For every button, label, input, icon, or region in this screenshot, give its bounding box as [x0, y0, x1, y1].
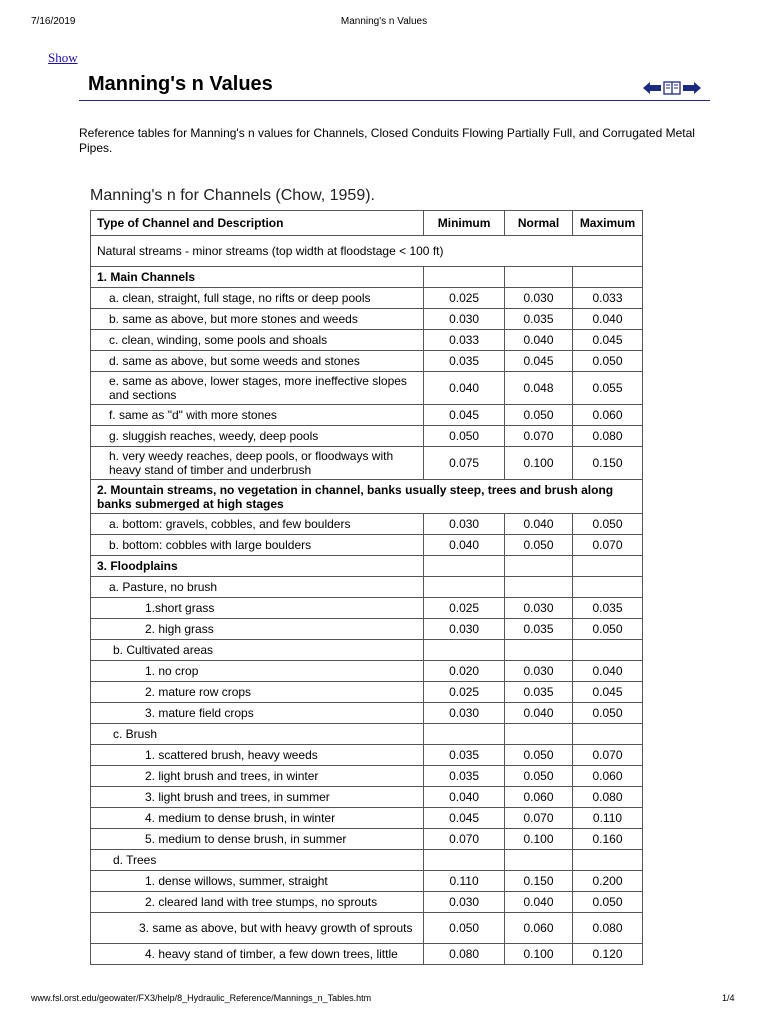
row-minimum: 0.075	[424, 447, 505, 480]
header-minimum: Minimum	[424, 211, 505, 236]
row-maximum	[572, 556, 642, 577]
row-normal: 0.035	[505, 309, 573, 330]
intro-row-text: Natural streams - minor streams (top width at floodstage < 100 ft)	[91, 236, 643, 267]
table-intro-row	[91, 236, 643, 267]
row-maximum: 0.080	[572, 913, 642, 944]
header-normal: Normal	[505, 211, 573, 236]
row-description: 5. medium to dense brush, in summer	[91, 829, 424, 850]
row-normal: 0.040	[505, 892, 573, 913]
row-minimum: 0.035	[424, 351, 505, 372]
row-maximum: 0.045	[572, 682, 642, 703]
header-maximum: Maximum	[572, 211, 642, 236]
table-row	[91, 682, 643, 703]
row-normal: 0.100	[505, 944, 573, 965]
row-description: 1. scattered brush, heavy weeds	[91, 745, 424, 766]
row-normal: 0.060	[505, 913, 573, 944]
table-row	[91, 598, 643, 619]
row-minimum: 0.025	[424, 598, 505, 619]
row-maximum: 0.160	[572, 829, 642, 850]
table-row	[91, 829, 643, 850]
row-maximum: 0.070	[572, 745, 642, 766]
row-normal: 0.100	[505, 447, 573, 480]
table-row	[91, 850, 643, 871]
table-row	[91, 871, 643, 892]
arrow-right-icon[interactable]	[682, 81, 702, 100]
row-description: h. very weedy reaches, deep pools, or floodways with heavy stand of timber and underbrush	[91, 447, 424, 480]
row-normal	[505, 267, 573, 288]
row-description: 3. light brush and trees, in summer	[91, 787, 424, 808]
table-row	[91, 745, 643, 766]
row-minimum: 0.035	[424, 745, 505, 766]
table-row	[91, 913, 643, 944]
row-normal: 0.060	[505, 787, 573, 808]
row-maximum	[572, 724, 642, 745]
row-normal: 0.150	[505, 871, 573, 892]
print-date: 7/16/2019	[31, 16, 76, 27]
table-row	[91, 661, 643, 682]
book-icon[interactable]	[663, 80, 681, 101]
row-normal	[505, 640, 573, 661]
row-maximum: 0.050	[572, 351, 642, 372]
row-normal: 0.030	[505, 288, 573, 309]
row-minimum: 0.030	[424, 619, 505, 640]
row-normal: 0.050	[505, 405, 573, 426]
row-normal: 0.040	[505, 514, 573, 535]
row-normal	[505, 724, 573, 745]
row-description: 4. medium to dense brush, in winter	[91, 808, 424, 829]
row-minimum: 0.025	[424, 288, 505, 309]
row-description: b. Cultivated areas	[91, 640, 424, 661]
table-row	[91, 703, 643, 724]
row-minimum: 0.110	[424, 871, 505, 892]
row-maximum: 0.050	[572, 892, 642, 913]
row-normal	[505, 577, 573, 598]
row-normal: 0.030	[505, 661, 573, 682]
table-row	[91, 766, 643, 787]
row-maximum	[572, 267, 642, 288]
row-description: d. Trees	[91, 850, 424, 871]
table-row	[91, 372, 643, 405]
header-description: Type of Channel and Description	[91, 211, 424, 236]
row-minimum: 0.020	[424, 661, 505, 682]
nav-icons	[642, 80, 702, 101]
table-row	[91, 351, 643, 372]
row-description: b. bottom: cobbles with large boulders	[91, 535, 424, 556]
row-description: a. Pasture, no brush	[91, 577, 424, 598]
table-row	[91, 619, 643, 640]
page-title: Manning's n Values	[88, 73, 273, 95]
row-description: d. same as above, but some weeds and stones	[91, 351, 424, 372]
row-description: g. sluggish reaches, weedy, deep pools	[91, 426, 424, 447]
title-rule	[79, 100, 710, 101]
row-minimum: 0.050	[424, 426, 505, 447]
row-normal: 0.050	[505, 535, 573, 556]
footer-page: 1/4	[722, 993, 735, 1003]
row-description: e. same as above, lower stages, more ineffective slopes and sections	[91, 372, 424, 405]
row-maximum: 0.080	[572, 787, 642, 808]
table-row	[91, 556, 643, 577]
mannings-table	[90, 210, 643, 965]
table-row	[91, 426, 643, 447]
row-normal: 0.040	[505, 330, 573, 351]
print-title: Manning's n Values	[340, 16, 428, 27]
row-maximum: 0.110	[572, 808, 642, 829]
row-maximum	[572, 850, 642, 871]
row-description: 1. Main Channels	[91, 267, 424, 288]
row-description: 1. no crop	[91, 661, 424, 682]
row-maximum: 0.050	[572, 703, 642, 724]
row-minimum	[424, 267, 505, 288]
row-description: 1. dense willows, summer, straight	[91, 871, 424, 892]
row-description: 4. heavy stand of timber, a few down trees, little	[91, 944, 424, 965]
table-row	[91, 288, 643, 309]
row-normal: 0.035	[505, 619, 573, 640]
row-minimum: 0.045	[424, 405, 505, 426]
row-minimum	[424, 850, 505, 871]
row-minimum: 0.030	[424, 703, 505, 724]
row-maximum: 0.120	[572, 944, 642, 965]
table-row	[91, 514, 643, 535]
row-minimum	[424, 640, 505, 661]
row-minimum: 0.030	[424, 514, 505, 535]
table-row	[91, 787, 643, 808]
row-maximum: 0.060	[572, 405, 642, 426]
row-maximum: 0.035	[572, 598, 642, 619]
table-row	[91, 724, 643, 745]
row-description: a. clean, straight, full stage, no rifts or deep pools	[91, 288, 424, 309]
table-row	[91, 577, 643, 598]
row-description: b. same as above, but more stones and weeds	[91, 309, 424, 330]
intro-text: Reference tables for Manning's n values for Channels, Closed Conduits Flowing Partially Full, and Corrugated Metal Pipes.	[79, 126, 695, 155]
row-description: 3. same as above, but with heavy growth of sprouts	[91, 913, 424, 944]
table-header-row	[91, 211, 643, 236]
arrow-left-icon[interactable]	[642, 81, 662, 100]
row-maximum: 0.150	[572, 447, 642, 480]
table-row	[91, 480, 643, 514]
table-row	[91, 535, 643, 556]
row-description: f. same as "d" with more stones	[91, 405, 424, 426]
row-normal: 0.050	[505, 745, 573, 766]
row-description: 2. cleared land with tree stumps, no sprouts	[91, 892, 424, 913]
row-normal: 0.030	[505, 598, 573, 619]
show-link[interactable]: Show	[48, 50, 78, 65]
row-description: 1.short grass	[91, 598, 424, 619]
row-maximum: 0.070	[572, 535, 642, 556]
row-normal: 0.048	[505, 372, 573, 405]
row-maximum: 0.080	[572, 426, 642, 447]
row-minimum: 0.040	[424, 787, 505, 808]
table-row	[91, 892, 643, 913]
row-maximum: 0.033	[572, 288, 642, 309]
table-row	[91, 640, 643, 661]
footer-url: www.fsl.orst.edu/geowater/FX3/help/8_Hydraulic_Reference/Mannings_n_Tables.htm	[31, 993, 372, 1003]
row-description: 3. Floodplains	[91, 556, 424, 577]
row-minimum: 0.025	[424, 682, 505, 703]
row-minimum: 0.033	[424, 330, 505, 351]
row-minimum: 0.070	[424, 829, 505, 850]
row-description: c. Brush	[91, 724, 424, 745]
row-maximum: 0.045	[572, 330, 642, 351]
row-minimum: 0.040	[424, 372, 505, 405]
row-description: 2. high grass	[91, 619, 424, 640]
row-maximum: 0.050	[572, 619, 642, 640]
row-description: 2. Mountain streams, no vegetation in channel, banks usually steep, trees and brush along banks submerged at high stages	[91, 480, 643, 514]
table-row	[91, 808, 643, 829]
row-maximum: 0.200	[572, 871, 642, 892]
row-maximum: 0.060	[572, 766, 642, 787]
row-description: c. clean, winding, some pools and shoals	[91, 330, 424, 351]
table-row	[91, 309, 643, 330]
row-maximum: 0.040	[572, 661, 642, 682]
row-normal: 0.035	[505, 682, 573, 703]
row-normal: 0.070	[505, 808, 573, 829]
row-normal: 0.100	[505, 829, 573, 850]
row-description: 2. light brush and trees, in winter	[91, 766, 424, 787]
row-normal	[505, 556, 573, 577]
row-description: 3. mature field crops	[91, 703, 424, 724]
row-minimum: 0.050	[424, 913, 505, 944]
row-minimum: 0.045	[424, 808, 505, 829]
row-normal	[505, 850, 573, 871]
row-maximum: 0.040	[572, 309, 642, 330]
table-row	[91, 944, 643, 965]
row-minimum	[424, 724, 505, 745]
row-minimum: 0.030	[424, 309, 505, 330]
row-normal: 0.040	[505, 703, 573, 724]
table-row	[91, 267, 643, 288]
table-caption: Manning's n for Channels (Chow, 1959).	[90, 187, 375, 204]
row-maximum: 0.055	[572, 372, 642, 405]
row-minimum	[424, 556, 505, 577]
table-row	[91, 405, 643, 426]
row-minimum: 0.040	[424, 535, 505, 556]
row-minimum: 0.035	[424, 766, 505, 787]
row-normal: 0.070	[505, 426, 573, 447]
table-row	[91, 447, 643, 480]
row-minimum: 0.030	[424, 892, 505, 913]
row-description: a. bottom: gravels, cobbles, and few boulders	[91, 514, 424, 535]
row-normal: 0.050	[505, 766, 573, 787]
row-maximum	[572, 577, 642, 598]
row-minimum: 0.080	[424, 944, 505, 965]
row-maximum: 0.050	[572, 514, 642, 535]
row-normal: 0.045	[505, 351, 573, 372]
row-minimum	[424, 577, 505, 598]
table-row	[91, 330, 643, 351]
row-maximum	[572, 640, 642, 661]
row-description: 2. mature row crops	[91, 682, 424, 703]
